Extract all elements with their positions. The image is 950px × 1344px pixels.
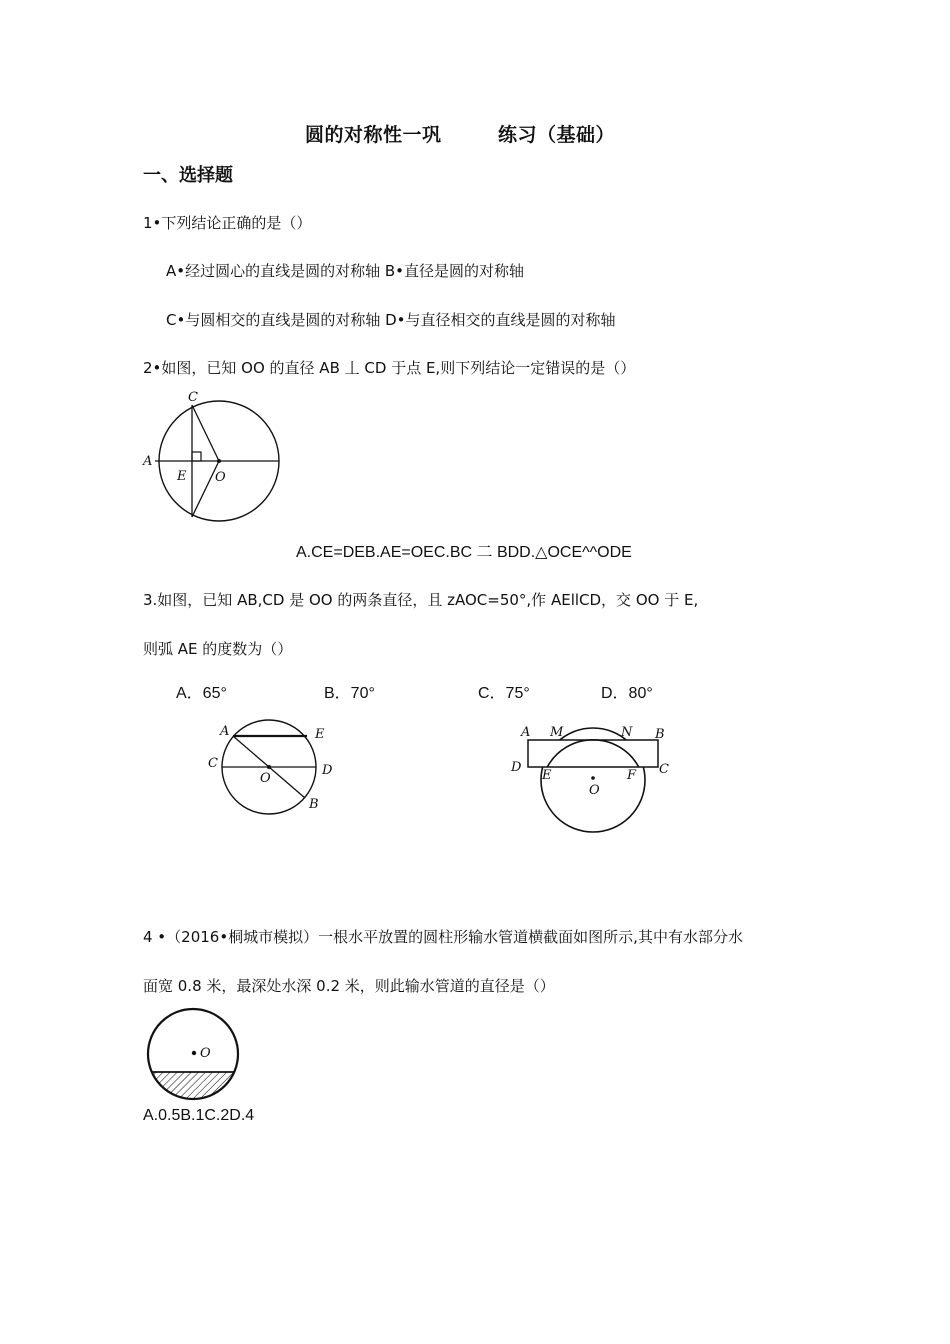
q3-fig2-label-f: F xyxy=(627,768,637,783)
q2-label-o: O xyxy=(215,470,226,485)
q3-option-b: B．70° xyxy=(324,685,375,702)
q1-options-line2: C•与圆相交的直线是圆的对称轴 D•与直径相交的直线是圆的对称轴 xyxy=(166,311,616,329)
q2-stem: 2•如图，已知 OO 的直径 AB 丄 CD 于点 E,则下列结论一定错误的是（） xyxy=(143,359,636,377)
q3-option-d: D．80° xyxy=(601,685,653,702)
q3-fig1-label-e: E xyxy=(315,727,325,742)
q3-fig2-label-n: N xyxy=(621,725,633,740)
page-title-left: 圆的对称性一巩 xyxy=(305,124,442,146)
q3-fig1-label-a: A xyxy=(220,724,230,739)
q3-fig2-label-d: D xyxy=(511,760,522,775)
q4-figure xyxy=(142,1008,247,1108)
q4-stem-line2: 面宽 0.8 米，最深处水深 0.2 米，则此输水管道的直径是（） xyxy=(143,977,555,995)
q4-stem-line1: 4 •（2016•桐城市模拟）一根水平放置的圆柱形输水管道横截面如图所示,其中有水部分水 xyxy=(143,928,743,946)
q2-figure xyxy=(140,388,290,523)
q3-option-c: C．75° xyxy=(478,685,530,702)
q2-label-e: E xyxy=(177,469,187,484)
q1-options-line1: A•经过圆心的直线是圆的对称轴 B•直径是圆的对称轴 xyxy=(166,262,525,280)
q3-stem-line2: 则弧 AE 的度数为（） xyxy=(143,640,293,658)
section-heading: 一、选择题 xyxy=(143,165,233,186)
page-title-right: 练习（基础） xyxy=(498,124,616,146)
q3-stem-line1: 3.如图，已知 AB,CD 是 OO 的两条直径，且 zAOC=50°,作 AEllCD，交 OO 于 E, xyxy=(143,591,699,609)
q1-stem: 1•下列结论正确的是（） xyxy=(143,214,312,232)
q3-option-a: A．65° xyxy=(176,685,227,702)
q3-fig2-label-m: M xyxy=(550,725,564,740)
q3-fig2-label-o: O xyxy=(589,783,600,798)
q3-fig2-label-a: A xyxy=(521,725,531,740)
q3-fig2-label-c: C xyxy=(659,762,669,777)
q4-options: A.0.5B.1C.2D.4 xyxy=(143,1107,255,1124)
q3-fig1-label-o: O xyxy=(260,771,271,786)
q4-label-o: O xyxy=(200,1046,211,1061)
q3-fig1-label-d: D xyxy=(322,763,333,778)
q3-fig1-label-c: C xyxy=(208,756,218,771)
q3-fig2-label-e: E xyxy=(542,768,552,783)
q3-figure-right xyxy=(505,722,675,842)
q2-label-c: C xyxy=(188,390,198,405)
q2-options: A.CE=DEB.AE=OEC.BC 二 BDD.△OCE^^ODE xyxy=(296,544,632,561)
q3-fig2-label-b: B xyxy=(655,727,665,742)
q3-figure-left xyxy=(205,718,345,818)
q2-label-a: A xyxy=(143,454,153,469)
q3-fig1-label-b: B xyxy=(309,797,319,812)
